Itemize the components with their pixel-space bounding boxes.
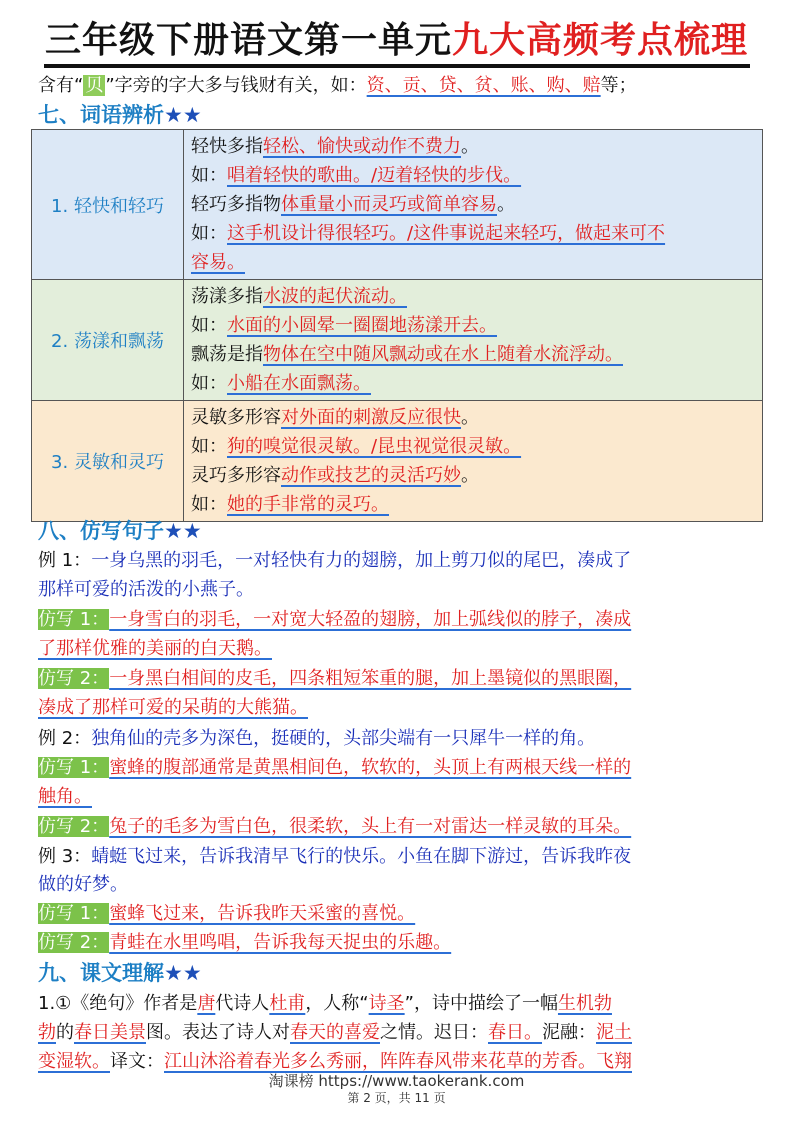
title-part1: 三年级下册语文第一单元	[44, 19, 452, 61]
section-8-title: 八、仿写句子	[38, 519, 164, 543]
imitation-1-2: 仿写 2：一身黑白相间的皮毛，四条粗短笨重的腿，加上墨镜似的黑眼圈，	[38, 668, 632, 689]
row-term: 3. 灵敏和灵巧	[32, 401, 184, 522]
section-7-stars: ★★	[164, 103, 202, 127]
row-body: 荡漾多指水波的起伏流动。 如：水面的小圆晕一圈圈地荡漾开去。 飘荡是指物体在空中随风飘动或在水上随着水流浮动。 如：小船在水面飘荡。	[184, 280, 763, 401]
intro-line	[38, 72, 758, 100]
section-9-title: 九、课文理解	[38, 961, 164, 985]
intro-middle: ”字旁的字大多与钱财有关，如：	[105, 75, 367, 96]
understanding-line-1: 1.①《绝句》作者是唐代诗人杜甫，人称“诗圣”，诗中描绘了一幅生机勃	[38, 993, 612, 1014]
section-heading-8	[38, 516, 202, 546]
row-term: 2. 荡漾和飘荡	[32, 280, 184, 401]
example-3-cont: 做的好梦。	[38, 874, 128, 895]
page-number: 第 2 页，共 11 页	[347, 1091, 446, 1105]
row-body: 轻快多指轻松、愉快或动作不费力。 如：唱着轻快的歌曲。/迈着轻快的步伐。 轻巧多指物体重量小而灵巧或简单容易。 如：这手机设计得很轻巧。/这件事说起来轻巧，做起来可不 容易。	[184, 130, 763, 280]
intro-prefix: 含有“	[38, 75, 84, 96]
table-row	[32, 280, 763, 401]
word-comparison-table	[31, 129, 763, 522]
example-3: 例 3：蜻蜓飞过来，告诉我清早飞行的快乐。小鱼在脚下游过，告诉我昨夜	[38, 846, 632, 867]
imitation-1-1-cont: 了那样优雅的美丽的白天鹅。	[38, 638, 272, 659]
understanding-line-2: 勃的春日美景图。表达了诗人对春天的喜爱之情。迟日：春日。泥融：泥土	[38, 1022, 632, 1043]
example-1-cont: 那样可爱的活泼的小燕子。	[38, 579, 254, 600]
title-underline	[44, 64, 750, 68]
radical-examples: 资、贡、贷、贫、账、购、赔	[366, 75, 601, 96]
document-title	[0, 16, 793, 64]
imitation-3-2: 仿写 2：青蛙在水里鸣唱，告诉我每天捉虫的乐趣。	[38, 932, 452, 953]
radical-highlight: 贝	[85, 75, 104, 96]
imitation-2-1-cont: 触角。	[38, 786, 92, 807]
section-8-stars: ★★	[164, 519, 202, 543]
title-part2: 九大高频考点梳理	[452, 19, 749, 61]
footer-site: 淘课榜 https://www.taokerank.com	[268, 1072, 525, 1090]
section-7-title: 七、词语辨析	[38, 103, 164, 127]
table-row	[32, 130, 763, 280]
section-9-stars: ★★	[164, 961, 202, 985]
imitation-2-1: 仿写 1：蜜蜂的腹部通常是黄黑相间色，软软的，头顶上有两根天线一样的	[38, 757, 632, 778]
row-body: 灵敏多形容对外面的刺激反应很快。 如：狗的嗅觉很灵敏。/昆虫视觉很灵敏。 灵巧多形容动作或技艺的灵活巧妙。 如：她的手非常的灵巧。	[184, 401, 763, 522]
section-heading-7	[38, 100, 202, 130]
table-row	[32, 401, 763, 522]
example-1: 例 1：一身乌黑的羽毛，一对轻快有力的翅膀，加上剪刀似的尾巴，凑成了	[38, 550, 632, 571]
section-heading-9	[38, 958, 202, 988]
intro-suffix: 等；	[600, 75, 637, 96]
imitation-1-1: 仿写 1：一身雪白的羽毛，一对宽大轻盈的翅膀，加上弧线似的脖子，凑成	[38, 609, 632, 630]
row-term: 1. 轻快和轻巧	[32, 130, 184, 280]
imitation-1-2-cont: 凑成了那样可爱的呆萌的大熊猫。	[38, 697, 308, 718]
understanding-line-3: 变湿软。译文：江山沐浴着春光多么秀丽，阵阵春风带来花草的芳香。飞翔	[38, 1051, 632, 1072]
imitation-2-2: 仿写 2：兔子的毛多为雪白色，很柔软，头上有一对雷达一样灵敏的耳朵。	[38, 816, 632, 837]
imitation-3-1: 仿写 1：蜜蜂飞过来，告诉我昨天采蜜的喜悦。	[38, 903, 416, 924]
example-2: 例 2：独角仙的壳多为深色，挺硬的，头部尖端有一只犀牛一样的角。	[38, 728, 596, 749]
